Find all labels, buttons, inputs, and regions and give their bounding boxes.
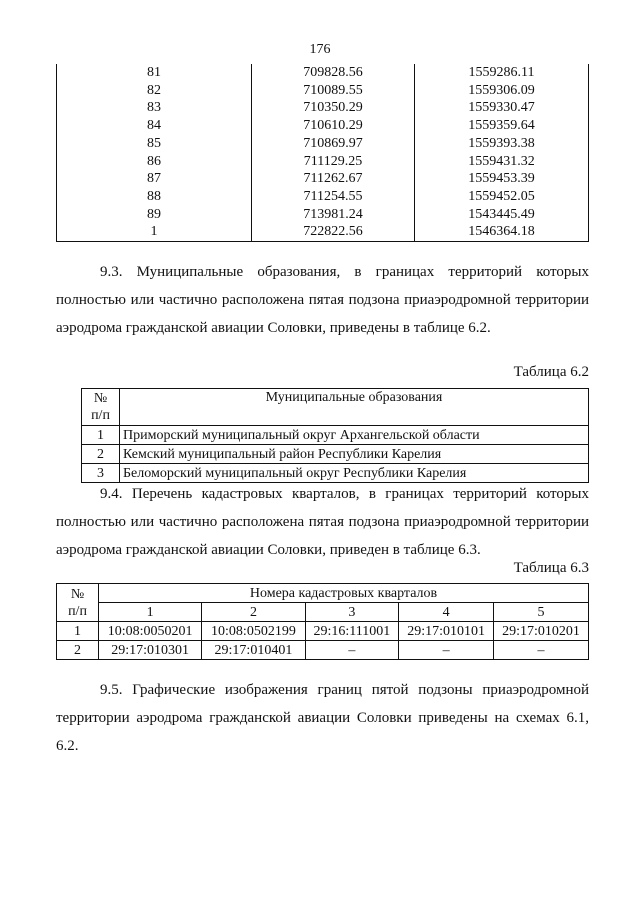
point-number: 88 — [57, 188, 252, 206]
cadastral-quarter: – — [305, 641, 399, 660]
paragraph-9-5: 9.5. Графические изображения границ пятой подзоны приаэродромной территории аэродрома гражданской авиации Соловки приведены на схемах 6.1, 6.2. — [56, 682, 589, 754]
point-number: 87 — [57, 170, 252, 188]
table-6-2 — [81, 388, 589, 483]
coord-y: 1543445.49 — [415, 206, 589, 224]
table-row — [82, 445, 589, 464]
cadastral-quarter: 10:08:0502199 — [202, 622, 305, 641]
header-number-label: № — [93, 391, 108, 406]
cadastral-quarter: – — [399, 641, 494, 660]
column-number: 4 — [399, 603, 494, 622]
header-number-cell — [57, 584, 99, 622]
table-row — [57, 64, 589, 82]
row-number: 1 — [82, 426, 120, 445]
row-number: 1 — [57, 622, 99, 641]
coord-y: 1559359.64 — [415, 117, 589, 135]
cadastral-quarter: 29:17:010101 — [399, 622, 494, 641]
coord-x: 713981.24 — [252, 206, 415, 224]
point-number: 85 — [57, 135, 252, 153]
coord-x: 722822.56 — [252, 223, 415, 241]
paragraph-9-3: 9.3. Муниципальные образования, в границах территорий которых полностью или частично расположена пятая подзона приаэродромной территории аэродрома гражданской авиации Соловки, приведены в таблице 6.2. — [56, 264, 589, 336]
row-number: 3 — [82, 464, 120, 483]
column-number: 3 — [305, 603, 399, 622]
header-number-label: № — [70, 586, 85, 602]
coord-y: 1546364.18 — [415, 223, 589, 241]
table-row — [57, 223, 589, 241]
table-6-2-caption: Таблица 6.2 — [513, 364, 589, 380]
paragraph-9-4: 9.4. Перечень кадастровых кварталов, в границах территорий которых полностью или частично расположена пятая подзона приаэродромной территории аэродрома гражданской авиации Соловки, приведен в таблице 6.3. — [56, 486, 589, 558]
coordinates-table — [56, 64, 589, 242]
header-cadastral-quarters: Номера кадастровых кварталов — [99, 584, 589, 603]
table-subheader-row — [57, 603, 589, 622]
table-row — [57, 641, 589, 660]
coord-x: 710089.55 — [252, 82, 415, 100]
coord-x: 709828.56 — [252, 64, 415, 82]
cadastral-quarter: 29:17:010301 — [99, 641, 202, 660]
table-row — [57, 82, 589, 100]
header-number-cell — [82, 389, 120, 426]
cadastral-quarter: 29:16:111001 — [305, 622, 399, 641]
point-number: 81 — [57, 64, 252, 82]
coord-x: 710869.97 — [252, 135, 415, 153]
table-row — [57, 206, 589, 224]
point-number: 84 — [57, 117, 252, 135]
table-row — [57, 153, 589, 171]
table-row — [57, 188, 589, 206]
point-number: 83 — [57, 99, 252, 117]
table-row — [57, 170, 589, 188]
table-row — [57, 99, 589, 117]
page-number: 176 — [309, 42, 331, 57]
point-number: 86 — [57, 153, 252, 171]
table-row — [57, 622, 589, 641]
municipality-name: Приморский муниципальный округ Архангельской области — [120, 426, 589, 445]
table-row — [57, 117, 589, 135]
header-municipalities: Муниципальные образования — [120, 389, 589, 426]
row-number: 2 — [57, 641, 99, 660]
municipality-name: Кемский муниципальный район Республики Карелия — [120, 445, 589, 464]
point-number: 82 — [57, 82, 252, 100]
coord-y: 1559452.05 — [415, 188, 589, 206]
point-number: 1 — [57, 223, 252, 241]
table-6-3-caption: Таблица 6.3 — [513, 560, 589, 576]
header-number-sublabel: п/п — [91, 408, 110, 423]
coord-x: 710350.29 — [252, 99, 415, 117]
coord-x: 711254.55 — [252, 188, 415, 206]
coord-x: 711262.67 — [252, 170, 415, 188]
cadastral-quarter: 10:08:0050201 — [99, 622, 202, 641]
coord-y: 1559286.11 — [415, 64, 589, 82]
coord-y: 1559330.47 — [415, 99, 589, 117]
coord-y: 1559306.09 — [415, 82, 589, 100]
cadastral-quarter: – — [494, 641, 589, 660]
table-header-row — [82, 389, 589, 426]
header-number-sublabel: п/п — [68, 603, 87, 619]
cadastral-quarter: 29:17:010201 — [494, 622, 589, 641]
column-number: 2 — [202, 603, 305, 622]
municipality-name: Беломорский муниципальный округ Республики Карелия — [120, 464, 589, 483]
coord-y: 1559431.32 — [415, 153, 589, 171]
cadastral-quarter: 29:17:010401 — [202, 641, 305, 660]
coord-x: 711129.25 — [252, 153, 415, 171]
row-number: 2 — [82, 445, 120, 464]
column-number: 5 — [494, 603, 589, 622]
point-number: 89 — [57, 206, 252, 224]
table-row — [57, 135, 589, 153]
column-number: 1 — [99, 603, 202, 622]
coord-x: 710610.29 — [252, 117, 415, 135]
coord-y: 1559393.38 — [415, 135, 589, 153]
table-header-row — [57, 584, 589, 603]
table-6-3 — [56, 583, 589, 660]
table-row — [82, 426, 589, 445]
coord-y: 1559453.39 — [415, 170, 589, 188]
